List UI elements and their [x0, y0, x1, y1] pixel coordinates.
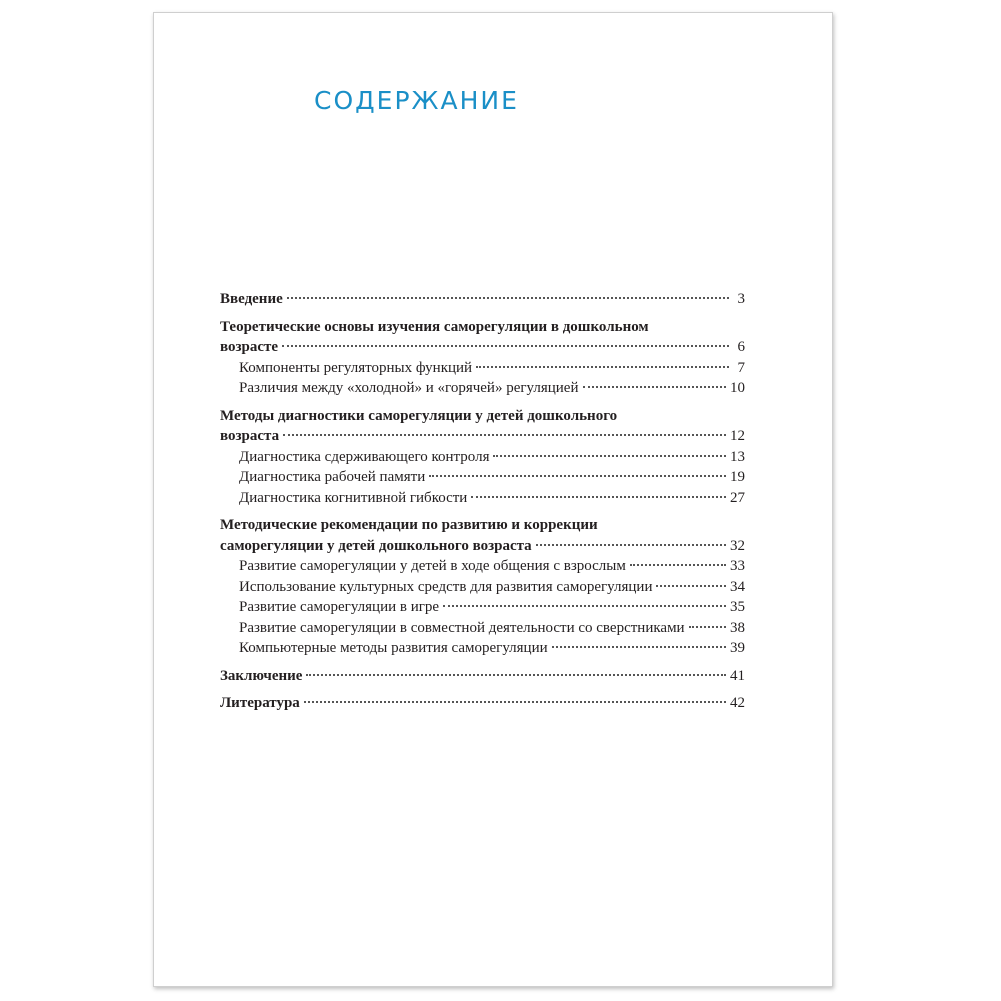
toc-page-number: 12	[730, 428, 745, 444]
toc-subentry-title: Развитие саморегуляции у детей в ходе общения с взрослым	[239, 558, 626, 574]
toc-page-number: 38	[730, 619, 745, 636]
toc-subentry	[220, 378, 745, 399]
toc-section-title-line	[220, 317, 745, 338]
toc-entry-conclusion	[220, 666, 745, 687]
toc-page-number: 6	[737, 339, 745, 355]
toc-page-number: 10	[730, 380, 745, 396]
toc-subentry	[220, 618, 745, 639]
toc-entry-title: Литература	[220, 695, 300, 711]
toc-page-number: 3	[737, 291, 745, 307]
dot-leader	[630, 564, 726, 566]
toc-page-number: 32	[730, 537, 745, 554]
toc-subentry-title: Компоненты регуляторных функций	[239, 359, 473, 376]
dot-leader	[304, 701, 726, 703]
dot-leader	[689, 626, 726, 628]
toc-subentry-title: Компьютерные методы развития саморегуляции	[239, 640, 548, 656]
toc-section-title: Методические рекомендации по развитию и коррекции	[220, 517, 598, 533]
table-of-contents	[220, 289, 745, 714]
toc-entry-part1	[220, 337, 745, 358]
toc-subentry-title: Развитие саморегуляции в игре	[239, 599, 440, 615]
page-title: СОДЕРЖАНИЕ	[314, 86, 519, 115]
toc-page-number: 39	[730, 640, 745, 656]
toc-entry-intro	[220, 289, 745, 310]
toc-subentry	[220, 556, 745, 577]
toc-page-number: 35	[730, 599, 745, 615]
toc-subentry-title: Диагностика когнитивной гибкости	[239, 489, 468, 506]
toc-page-number: 41	[730, 667, 745, 684]
dot-leader	[443, 605, 726, 607]
toc-subentry	[220, 597, 745, 618]
dot-leader	[306, 674, 726, 676]
toc-page-number: 34	[730, 578, 745, 595]
toc-entry-part2	[220, 426, 745, 447]
dot-leader	[552, 646, 726, 648]
toc-section-title-line	[220, 515, 745, 536]
dot-leader	[476, 366, 729, 368]
dot-leader	[283, 434, 726, 436]
toc-subentry-title: Развитие саморегуляции в совместной деятельности со сверстниками	[239, 619, 685, 636]
toc-section-title: возрасте	[220, 339, 279, 355]
dot-leader	[536, 544, 726, 546]
toc-page-number: 27	[730, 489, 745, 506]
dot-leader	[471, 496, 726, 498]
toc-entry-title: Заключение	[220, 667, 303, 684]
toc-page-number: 42	[730, 695, 745, 711]
dot-leader	[583, 386, 727, 388]
dot-leader	[282, 345, 729, 347]
toc-subentry	[220, 488, 745, 509]
toc-subentry	[220, 447, 745, 468]
toc-subentry-title: Диагностика рабочей памяти	[239, 469, 426, 485]
toc-entry-title: Введение	[220, 291, 283, 307]
toc-subentry	[220, 638, 745, 659]
toc-section-title-line	[220, 406, 745, 427]
toc-subentry-title: Диагностика сдерживающего контроля	[239, 448, 490, 465]
toc-subentry-title: Различия между «холодной» и «горячей» регуляцией	[239, 380, 579, 396]
toc-section-title: Методы диагностики саморегуляции у детей дошкольного	[220, 407, 618, 424]
toc-page-number: 19	[730, 469, 745, 485]
toc-subentry	[220, 358, 745, 379]
dot-leader	[429, 475, 726, 477]
toc-section-title: Теоретические основы изучения саморегуляции в дошкольном	[220, 318, 649, 335]
toc-page-number: 7	[737, 359, 745, 376]
dot-leader	[287, 297, 729, 299]
toc-subentry	[220, 467, 745, 488]
toc-subentry	[220, 577, 745, 598]
toc-section-title: саморегуляции у детей дошкольного возраста	[220, 537, 532, 554]
toc-page-number: 13	[730, 448, 745, 465]
dot-leader	[493, 455, 726, 457]
document-page	[153, 12, 833, 987]
dot-leader	[656, 585, 726, 587]
toc-section-title: возраста	[220, 428, 280, 444]
toc-subentry-title: Использование культурных средств для развития саморегуляции	[239, 578, 653, 595]
toc-entry-literature	[220, 693, 745, 714]
toc-entry-part3	[220, 536, 745, 557]
toc-page-number: 33	[730, 558, 745, 574]
